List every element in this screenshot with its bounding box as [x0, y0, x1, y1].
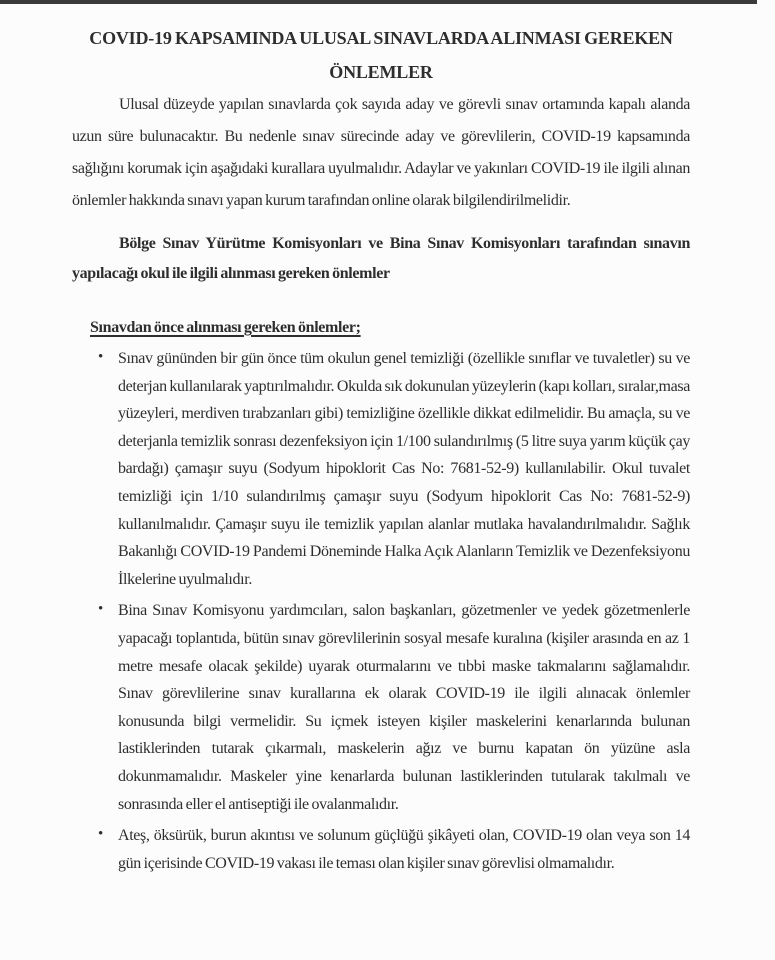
bullet-text: Ateş, öksürük, burun akıntısı ve solunum güçlüğü şikâyeti olan, COVID-19 olan veya son 14 gün içerisinde COVID-19 vakası ile teması olan kişiler sınav görevlisi olmamalıdır.	[118, 827, 690, 872]
precautions-list	[72, 345, 690, 877]
bullet-text: Sınav gününden bir gün önce tüm okulun genel temizliği (özellikle sınıflar ve tuvaletler) su ve deterjan kullanılarak yaptırılmalıdır. Okulda sık dokunulan yüzeylerin (kapı kolları, sıralar,masa yüzeyleri, merdiven tırabzanları gibi) temizliğine özellikle dikkat edilmelidir. Bu amaçla, su ve deterjanla temizlik sonrası dezenfeksiyon için 1/100 sulandırılmış (5 litre suya yarım küçük çay bardağı) çamaşır suyu (Sodyum hipoklorit Cas No: 7681-52-9) kullanılabilir. Okul tuvalet temizliği için 1/10 sulandırılmış çamaşır suyu (Sodyum hipoklorit Cas No: 7681-52-9) kullanılmalıdır. Çamaşır suyu ile temizlik yapılan alanlar mutlaka havalandırılmalıdır. Sağlık Bakanlığı COVID-19 Pandemi Döneminde Halka Açık Alanların Temizlik ve Dezenfeksiyonu İlkelerine uyulmalıdır.	[118, 350, 690, 588]
bullet-icon: •	[98, 349, 104, 365]
document-page	[0, 4, 775, 960]
subsection-heading: Sınavdan önce alınması gereken önlemler;	[90, 319, 361, 336]
bullet-icon: •	[98, 601, 104, 618]
list-item	[72, 597, 690, 818]
list-item	[72, 345, 690, 593]
bullet-text: Bina Sınav Komisyonu yardımcıları, salon başkanları, gözetmenler ve yedek gözetmenlerle yapacağı toplantıda, bütün sınav görevlilerinin sosyal mesafe kuralına (kişiler arasında en az 1 metre mesafe olacak şekilde) uyarak oturmalarını ve tıbbi maske takmalarını sağlamalıdır. Sınav görevlilerine sınav kurallarına ek olarak COVID-19 ile ilgili alınacak önlemler konusunda bilgi vermelidir. Su içmek isteyen kişiler maskelerini kenarlarında bulunan lastiklerinden tutarak çıkarmalı, maskelerin ağız ve burnu kapatan ön yüzüne asla dokunmamalıdır. Maskeler yine kenarlarda bulunan lastiklerinden tutularak takılmalı ve sonrasında eller el antiseptiği ile ovalanmalıdır.	[118, 602, 690, 813]
section-heading: Bölge Sınav Yürütme Komisyonları ve Bina Sınav Komisyonları tarafından sınavın yapılacağı okul ile ilgili alınması gereken önlemler	[72, 235, 690, 282]
document-title-line2: ÖNLEMLER	[329, 62, 433, 82]
document-title-line1: COVID-19 KAPSAMINDA ULUSAL SINAVLARDA ALINMASI GEREKEN	[89, 28, 673, 48]
bullet-icon: •	[98, 826, 104, 843]
intro-paragraph: Ulusal düzeyde yapılan sınavlarda çok sayıda aday ve görevli sınav ortamında kapalı alanda uzun süre bulunacaktır. Bu nedenle sınav sürecinde aday ve görevlilerin, COVID-19 kapsamında sağlığını korumak için aşağıdaki kurallara uyulmalıdır. Adaylar ve yakınları COVID-19 ile ilgili alınan önlemler hakkında sınavı yapan kurum tarafından online olarak bilgilendirilmelidir.	[72, 96, 690, 209]
document-title	[72, 21, 690, 89]
list-item	[72, 822, 690, 877]
subsection-heading-row	[90, 313, 690, 343]
